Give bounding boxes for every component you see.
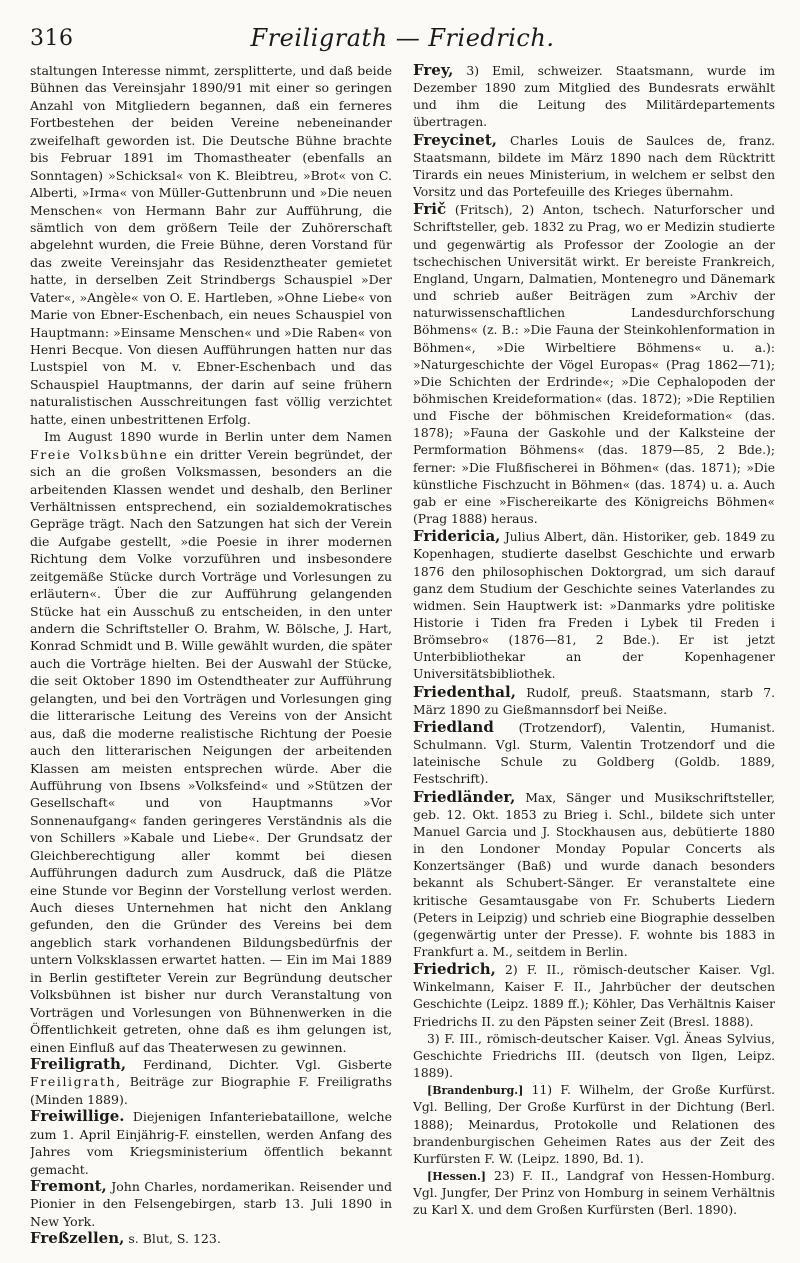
- entry-freiligrath: [30, 1056, 392, 1108]
- entry-text: John Charles, nordamerikan. Reisender und Pionier in den Felsengebirgen, starb 13. Juli 1890 in New York.: [30, 1179, 392, 1229]
- entry-text: Max, Sänger und Musikschriftsteller, geb. 12. Okt. 1853 zu Brieg i. Schl., bildete sich unter Manuel Garcia und J. Stockhausen aus, debütierte 1880 in den Londoner Monday Popular Concerts als Konzertsänger (Baß) und wurde danach besonders bekannt als Schubert-Sänger. Er veranstaltete eine kritische Gesamtausgabe von Fr. Schuberts Liedern (Peters in Leipzig) und schrieb eine Biographie desselben (gegenwärtig unter der Presse). F. wohnte bis 1883 in Frankfurt a. M., seitdem in Berlin.: [413, 790, 775, 959]
- entry-friedrich-brandenburg: [413, 1082, 775, 1168]
- paragraph-freie-volksbuehne: [30, 428, 392, 1056]
- page-number: 316: [30, 26, 74, 51]
- paragraph-continued: staltungen Interesse nimmt, zersplitterte, und daß beide Bühnen das Vereinsjahr 1890/91 mit einer so geringen Anzahl von Mitgliedern begannen, daß ein ferneres Fortbestehen der beiden Vereine nebeneinander zweifelhaft geworden ist. Die Deutsche Bühne brachte bis Februar 1891 im Thomastheater (ebenfalls an Sonntagen) »Schicksal« von K. Bleibtreu, »Brot« von C. Alberti, »Irma« von Müller-Guttenbrunn und »Die neuen Menschen« von Hermann Bahr zur Aufführung, die sämtlich von dem größern Teile der Zuhörerschaft abgelehnt wurden, die Freie Bühne, deren Vorstand für das zweite Vereinsjahr das Residenztheater gemietet hatte, in derselben Zeit Strindbergs Schauspiel »Der Vater«, »Angèle« von O. E. Hartleben, »Ohne Liebe« von Marie von Ebner-Eschenbach, ein neues Schauspiel von Hauptmann: »Einsame Menschen« und »Die Raben« von Henri Becque. Von diesen Aufführungen hatten nur das Lustspiel von M. v. Ebner-Eschenbach und das Schauspiel Hauptmanns, der darin auf seine frühern naturalistischen Ausschreitungen fast völlig verzichtet hatte, einen unbestrittenen Erfolg.: [30, 63, 392, 427]
- headword: Fridericia,: [413, 527, 501, 546]
- entry-text: s. Blut, S. 123.: [124, 1231, 221, 1247]
- page-header: [30, 14, 775, 60]
- entry-text: Charles Louis de Saulces de, franz. Staatsmann, bildete im März 1890 nach dem Rücktritt Tirards ein neues Ministerium, in welchem er selbst den Vorsitz und das Portefeuille des Krieges übernahm.: [413, 133, 775, 200]
- left-column: [30, 62, 392, 1252]
- entry-text: Beiträge zur Biographie F. Freiligraths (Minden 1889).: [30, 1074, 392, 1107]
- spaced-name: Freiligrath,: [30, 1074, 122, 1090]
- headword: Frey,: [413, 62, 454, 79]
- entry-friedrich-hessen: [413, 1168, 775, 1219]
- entry-friedrich-3: 3) F. III., römisch-deutscher Kaiser. Vgl. Äneas Sylvius, Geschichte Friedrichs III. (deutsch von Ilgen, Leipz. 1889).: [413, 1031, 775, 1081]
- entry-text: 11) F. Wilhelm, der Große Kurfürst. Vgl. Belling, Der Große Kurfürst in der Dichtung (Berl. 1888); Meinardus, Protokolle und Relationen des brandenburgischen Geheimen Rates aus der Zeit des Kurfürsten F. W. (Leipz. 1890, Bd. 1).: [413, 1083, 775, 1166]
- section-tag: [Brandenburg.]: [427, 1084, 524, 1098]
- entry-fremont: [30, 1178, 392, 1230]
- section-tag: [Hessen.]: [427, 1170, 487, 1183]
- spaced-term: Freie Volksbühne: [30, 446, 169, 462]
- entry-fresszellen: [30, 1230, 392, 1247]
- headword: Frič: [413, 200, 447, 219]
- entry-text: 3) Emil, schweizer. Staatsmann, wurde im Dezember 1890 zum Mitglied des Bundesrats erwählt und ihm die Leitung des Militärdepartements übertragen.: [413, 64, 775, 130]
- entry-text: 23) F. II., Landgraf von Hessen-Homburg. Vgl. Jungfer, Der Prinz von Homburg in seinem Verhältnis zu Karl X. und dem Großen Kurfürsten (Berl. 1890).: [413, 1169, 775, 1218]
- entry-fric: [413, 201, 775, 528]
- entry-text: Ferdinand, Dichter. Vgl. Gisberte: [126, 1056, 392, 1072]
- entry-friedrich: [413, 961, 775, 1031]
- headword: Fremont,: [30, 1177, 107, 1195]
- entry-fridericia: [413, 528, 775, 683]
- entry-text: (Trotzendorf), Valentin, Humanist. Schulmann. Vgl. Sturm, Valentin Trotzendorf und die lateinische Schule zu Goldberg (Goldb. 1889, Festschrift).: [413, 720, 775, 787]
- entry-friedlaender: [413, 789, 775, 962]
- headword: Freßzellen,: [30, 1229, 125, 1248]
- entry-friedenthal: [413, 684, 775, 719]
- headword: Freycinet,: [413, 130, 497, 149]
- entry-text: Julius Albert, dän. Historiker, geb. 1849 zu Kopenhagen, studierte daselbst Geschichte und erwarb 1876 den philosophischen Doktorgrad, um sich darauf ganz dem Studium der Geschichte seines Vaterlandes zu widmen. Sein Hauptwerk ist: »Danmarks ydre politiske Historie i Tiden fra Freden i Lybek til Freden i Brömsebro« (1876—81, 2 Bde.). Er ist jetzt Unterbibliothekar an der Kopenhagener Universitätsbibliothek.: [413, 530, 775, 682]
- entry-freiwillige: [30, 1108, 392, 1178]
- entry-text: Diejenigen Infanteriebataillone, welche zum 1. April Einjährig-F. einstellen, werden Anfang des Jahres vom Kriegsministerium öffentlich bekannt gemacht.: [30, 1109, 392, 1177]
- running-title: Freiligrath — Friedrich.: [250, 24, 555, 52]
- entry-freycinet: [413, 132, 775, 202]
- headword: Freiwillige.: [30, 1107, 125, 1126]
- entry-text: Rudolf, preuß. Staatsmann, starb 7. März 1890 zu Gießmannsdorf bei Neiße.: [413, 685, 775, 717]
- entry-frey: [413, 62, 775, 132]
- paragraph-text: Im August 1890 wurde in Berlin unter dem Namen: [44, 429, 392, 445]
- right-column: [413, 62, 775, 1252]
- headword: Friedländer,: [413, 787, 516, 806]
- entry-friedland: [413, 719, 775, 789]
- headword: Friedrich,: [413, 960, 496, 979]
- paragraph-text: ein dritter Verein begründet, der sich an die großen Volksmassen, besonders an die arbeitenden Klassen wendet und deshalb, den Berliner Verhältnissen entsprechend, ein sozialdemokratisches Gepräge trägt. Nach den Satzungen hat sich der Verein die Aufgabe gestellt, »die Poesie in ihrer modernen Richtung dem Volke vorzuführen und insbesondere zeitgemäße Stücke durch Vorträge und Vorlesungen zu erläutern«. Über die zur Aufführung gelangenden Stücke hat ein Ausschuß zu entscheiden, in den unter andern die Schriftsteller O. Brahm, W. Bölsche, J. Hart, Konrad Schmidt und B. Wille gewählt wurden, die später auch die Vorträge hielten. Bei der Auswahl der Stücke, die seit Oktober 1890 im Ostendtheater zur Aufführung gelangten, und bei den Vorträgen und Vorlesungen ging die litterarische Leitung des Vereins von der Ansicht aus, daß die moderne realistische Richtung der Poesie auch den litterarischen Neigungen der arbeitenden Klassen am meisten entsprechen würde. Aber die Aufführung von Ibsens »Volksfeind« und »Stützen der Gesellschaft« und von Hauptmanns »Vor Sonnenaufgang« fanden geringeres Verständnis als die von Schillers »Kabale und Liebe«. Der Grundsatz der Gleichberechtigung aller kommt bei diesen Aufführungen dadurch zum Ausdruck, daß die Plätze eine Stunde vor Beginn der Vorstellung verlost werden. Auch dieses Unternehmen hat nicht den Anklang gefunden, den die Gründer des Vereins bei dem angeblich stark vorhandenen Bildungsbedürfnis der untern Volksklassen erwartet hatten. — Ein im Mai 1889 in Berlin gestifteter Verein zur Begründung deutscher Volksbühnen ist bisher nur durch Veranstaltung von Vorträgen und Vorlesungen von Bühnenwerken in die Öffentlichkeit getreten, ohne daß es ihm gelungen ist, einen Einfluß auf das Theaterwesen zu gewinnen.: [30, 446, 392, 1055]
- headword: Friedland: [413, 717, 494, 736]
- entry-text: 2) F. II., römisch-deutscher Kaiser. Vgl. Winkelmann, Kaiser F. II., Jahrbücher der deutschen Geschichte (Leipz. 1889 ff.); Köhler, Das Verhältnis Kaiser Friedrichs II. zu den Päpsten seiner Zeit (Bresl. 1888).: [413, 963, 775, 1029]
- headword: Friedenthal,: [413, 682, 516, 701]
- entry-text: (Fritsch), 2) Anton, tschech. Naturforscher und Schriftsteller, geb. 1832 zu Prag, wo er Medizin studierte und gegenwärtig als Professor der Zoologie an der tschechischen Universität wirkt. Er bereiste Frankreich, England, Ungarn, Dalmatien, Montenegro und Dänemark und schrieb außer Beiträgen zum »Archiv der naturwissenschaftlichen Landesdurchforschung Böhmens« (z. B.: »Die Fauna der Steinkohlenformation in Böhmen«, »Die Wirbeltiere Böhmens« u. a.): »Naturgeschichte der Vögel Europas« (Prag 1862—71); »Die Schichten der Erdrinde«; »Die Cephalopoden der böhmischen Kreideformation« (das. 1872); »Die Reptilien und Fische der böhmischen Kreideformation« (das. 1878); »Fauna der Gaskohle und der Kalksteine der Permformation Böhmens« (das. 1879—85, 2 Bde.); ferner: »Die Flußfischerei in Böhmen« (das. 1871); »Die künstliche Fischzucht in Böhmen« (das. 1874) u. a. Auch gab er eine »Fischereikarte des Königreichs Böhmen« (Prag 1888) heraus.: [413, 203, 775, 527]
- headword: Freiligrath,: [30, 1054, 127, 1073]
